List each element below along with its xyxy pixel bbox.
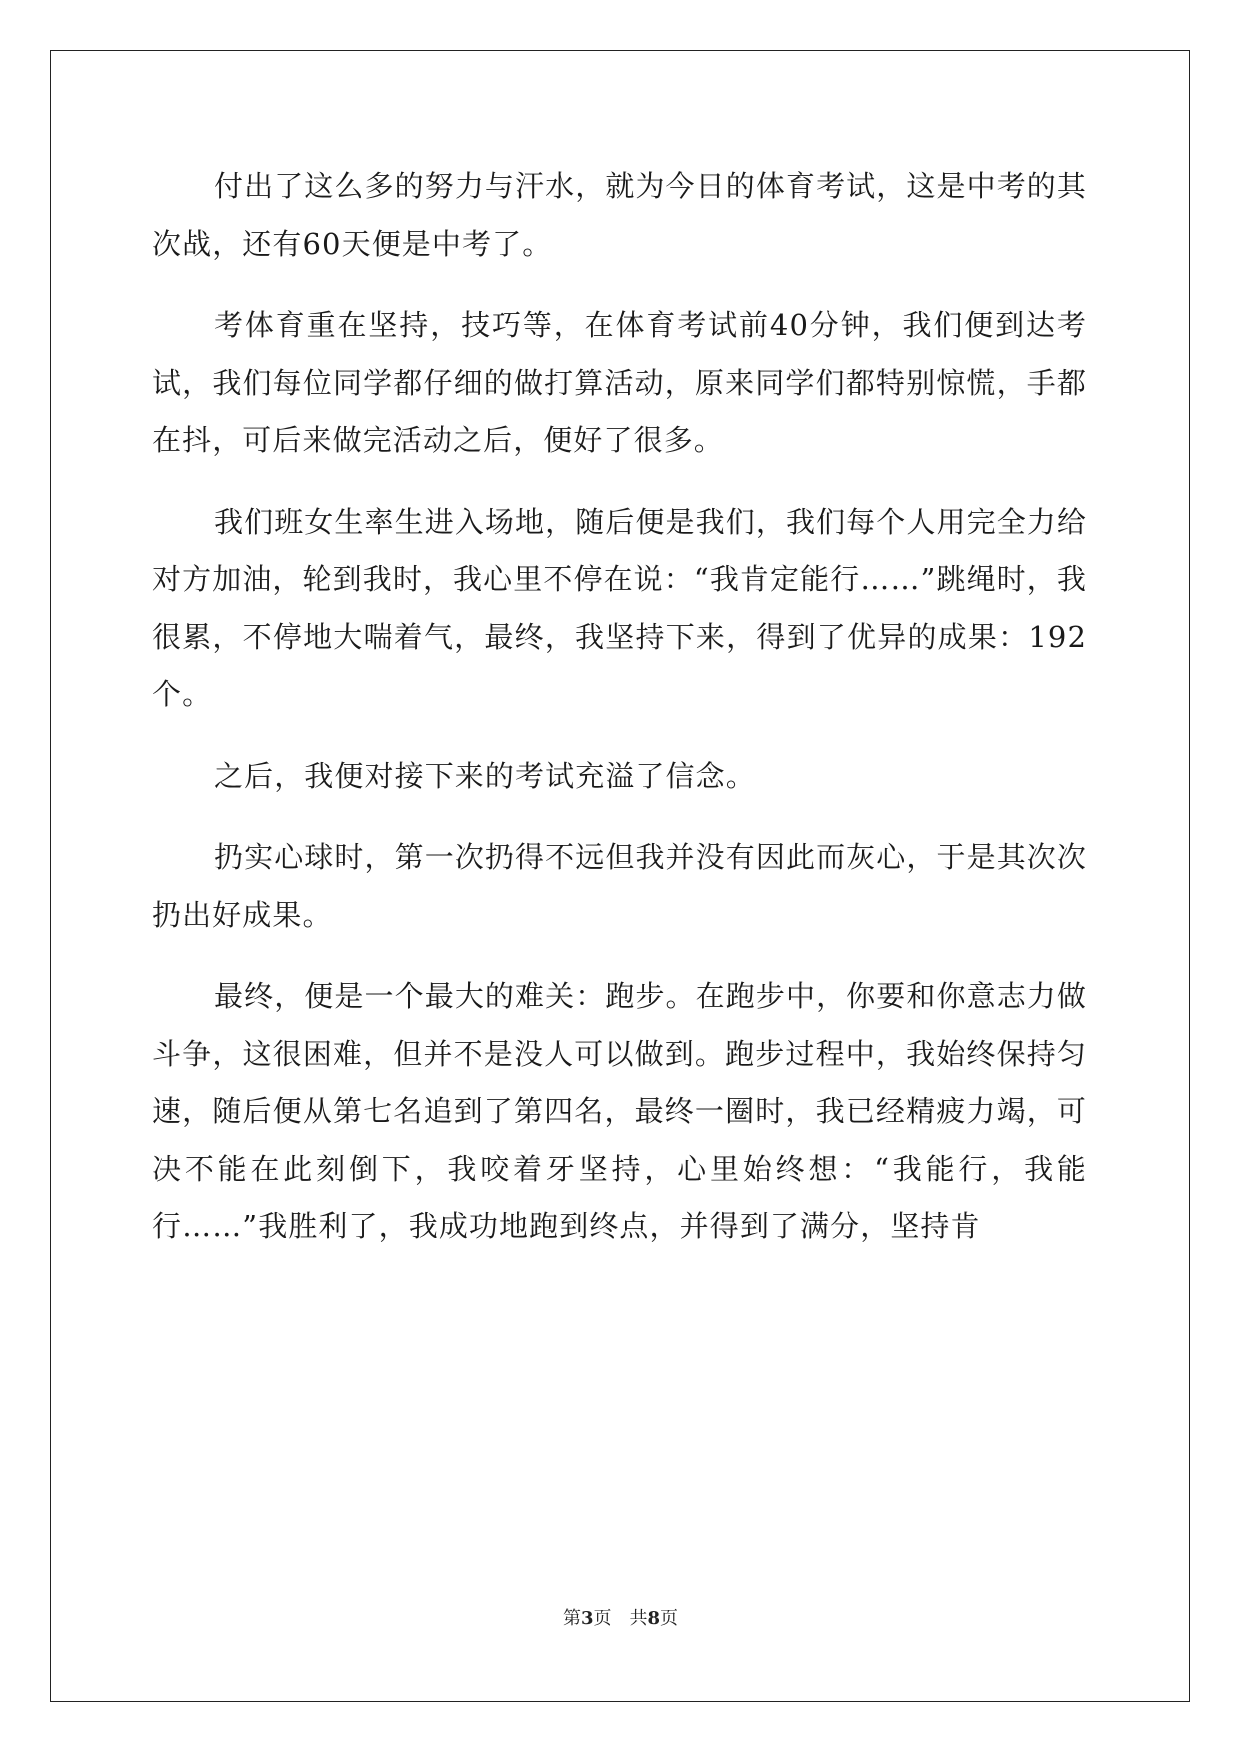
- page-footer: [0, 1604, 1241, 1630]
- paragraph: 之后，我便对接下来的考试充溢了信念。: [214, 758, 756, 793]
- paragraph: 我们班女生率生进入场地，随后便是我们，我们每个人用完全力给对方加油，轮到我时，我心里不停在说：“我肯定能行……”跳绳时，我很累，不停地大喘着气，最终，我坚持下来，得到了优异的成果：192个。: [152, 504, 1087, 711]
- total-suffix: 页: [660, 1608, 679, 1629]
- paragraph: 考体育重在坚持，技巧等，在体育考试前40分钟，我们便到达考试，我们每位同学都仔细的做打算活动，原来同学们都特别惊慌，手都在抖，可后来做完活动之后，便好了很多。: [152, 308, 1087, 457]
- paragraph: 扔实心球时，第一次扔得不远但我并没有因此而灰心，于是其次次扔出好成果。: [152, 840, 1087, 932]
- paragraph: 付出了这么多的努力与汗水，就为今日的体育考试，这是中考的其次战，还有60天便是中考了。: [152, 169, 1087, 261]
- document-body: [152, 158, 1087, 1280]
- total-prefix: 共: [629, 1608, 648, 1629]
- paragraph: 最终，便是一个最大的难关：跑步。在跑步中，你要和你意志力做斗争，这很困难，但并不是没人可以做到。跑步过程中，我始终保持匀速，随后便从第七名追到了第四名，最终一圈时，我已经精疲力竭，可决不能在此刻倒下，我咬着牙坚持，心里始终想：“我能行，我能行……”我胜利了，我成功地跑到终点，并得到了满分，坚持肯: [152, 979, 1087, 1243]
- total-pages-number: 8: [647, 1608, 661, 1629]
- page-prefix: 第: [562, 1608, 581, 1629]
- current-page-number: 3: [580, 1608, 594, 1629]
- page-suffix: 页: [593, 1608, 612, 1629]
